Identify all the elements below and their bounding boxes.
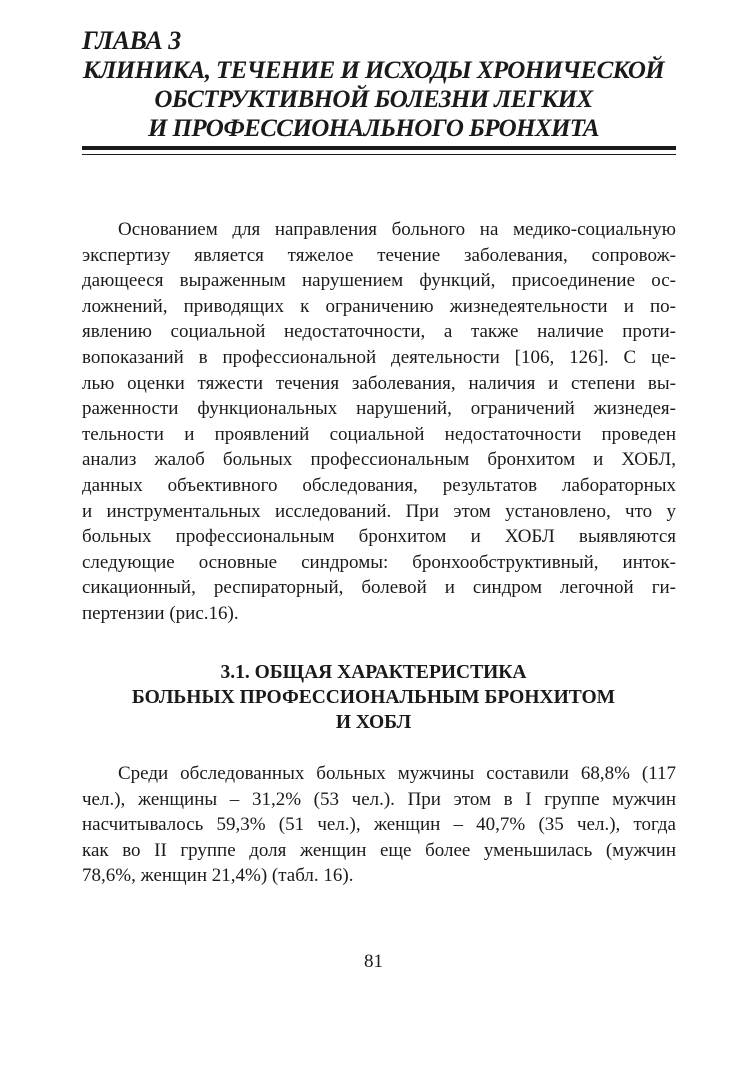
page-number: 81: [364, 951, 383, 972]
chapter-divider-thick: [82, 146, 676, 150]
text-line: анализ жалоб больных профессиональным бронхитом и ХОБЛ,: [82, 449, 676, 471]
section-title-line: И ХОБЛ: [335, 712, 412, 733]
text-line: тельности и проявлений социальной недостаточности проведен: [82, 423, 676, 445]
text-line: и инструментальных исследований. При этом установлено, что у: [82, 500, 676, 522]
chapter-title: [40, 56, 707, 143]
text-line: ложнений, приводящих к ограничению жизнедеятельности и по-: [82, 295, 676, 317]
text-line: вопоказаний в профессиональной деятельности [106, 126]. С це-: [82, 346, 676, 368]
text-line: сикационный, респираторный, болевой и синдром легочной ги-: [82, 577, 676, 599]
text-line: чел.), женщины – 31,2% (53 чел.). При этом в I группе мужчин: [82, 788, 676, 810]
chapter-title-line: ОБСТРУКТИВНОЙ БОЛЕЗНИ ЛЕГКИХ: [154, 86, 593, 113]
section-title-line: 3.1. ОБЩАЯ ХАРАКТЕРИСТИКА: [220, 662, 527, 683]
text-line: как во II группе доля женщин еще более уменьшилась (мужчин: [82, 839, 676, 861]
text-line: раженности функциональных нарушений, ограничений жизнедея-: [82, 398, 676, 420]
text-line: 78,6%, женщин 21,4%) (табл. 16).: [82, 865, 354, 887]
section-paragraph: [82, 761, 676, 889]
text-line: больных профессиональным бронхитом и ХОБЛ выявляются: [82, 526, 676, 548]
text-line: лью оценки тяжести течения заболевания, наличия и степени вы-: [82, 372, 676, 394]
text-line: явлению социальной недостаточности, а также наличие проти-: [82, 321, 676, 343]
text-line: насчитывалось 59,3% (51 чел.), женщин – 40,7% (35 чел.), тогда: [82, 814, 676, 836]
text-line: дающееся выраженным нарушением функций, присоединение ос-: [82, 270, 676, 292]
chapter-title-line: КЛИНИКА, ТЕЧЕНИЕ И ИСХОДЫ ХРОНИЧЕСКОЙ: [82, 57, 665, 84]
text-line: Основанием для направления больного на медико-социальную: [118, 219, 676, 240]
text-line: следующие основные синдромы: бронхообструктивный, инток-: [82, 551, 676, 573]
intro-paragraph: [82, 217, 676, 627]
text-line: экспертизу является тяжелое течение заболевания, сопровож-: [82, 244, 676, 266]
chapter-divider-thin: [82, 154, 676, 155]
chapter-label: ГЛАВА 3: [82, 26, 181, 55]
section-title: [60, 660, 687, 735]
text-line: Среди обследованных больных мужчины составили 68,8% (117: [118, 763, 676, 784]
chapter-title-line: И ПРОФЕССИОНАЛЬНОГО БРОНХИТА: [148, 115, 599, 142]
text-line: пертензии (рис.16).: [82, 602, 239, 624]
text-line: данных объективного обследования, результатов лабораторных: [82, 474, 676, 496]
section-title-line: БОЛЬНЫХ ПРОФЕССИОНАЛЬНЫМ БРОНХИТОМ: [131, 687, 616, 708]
